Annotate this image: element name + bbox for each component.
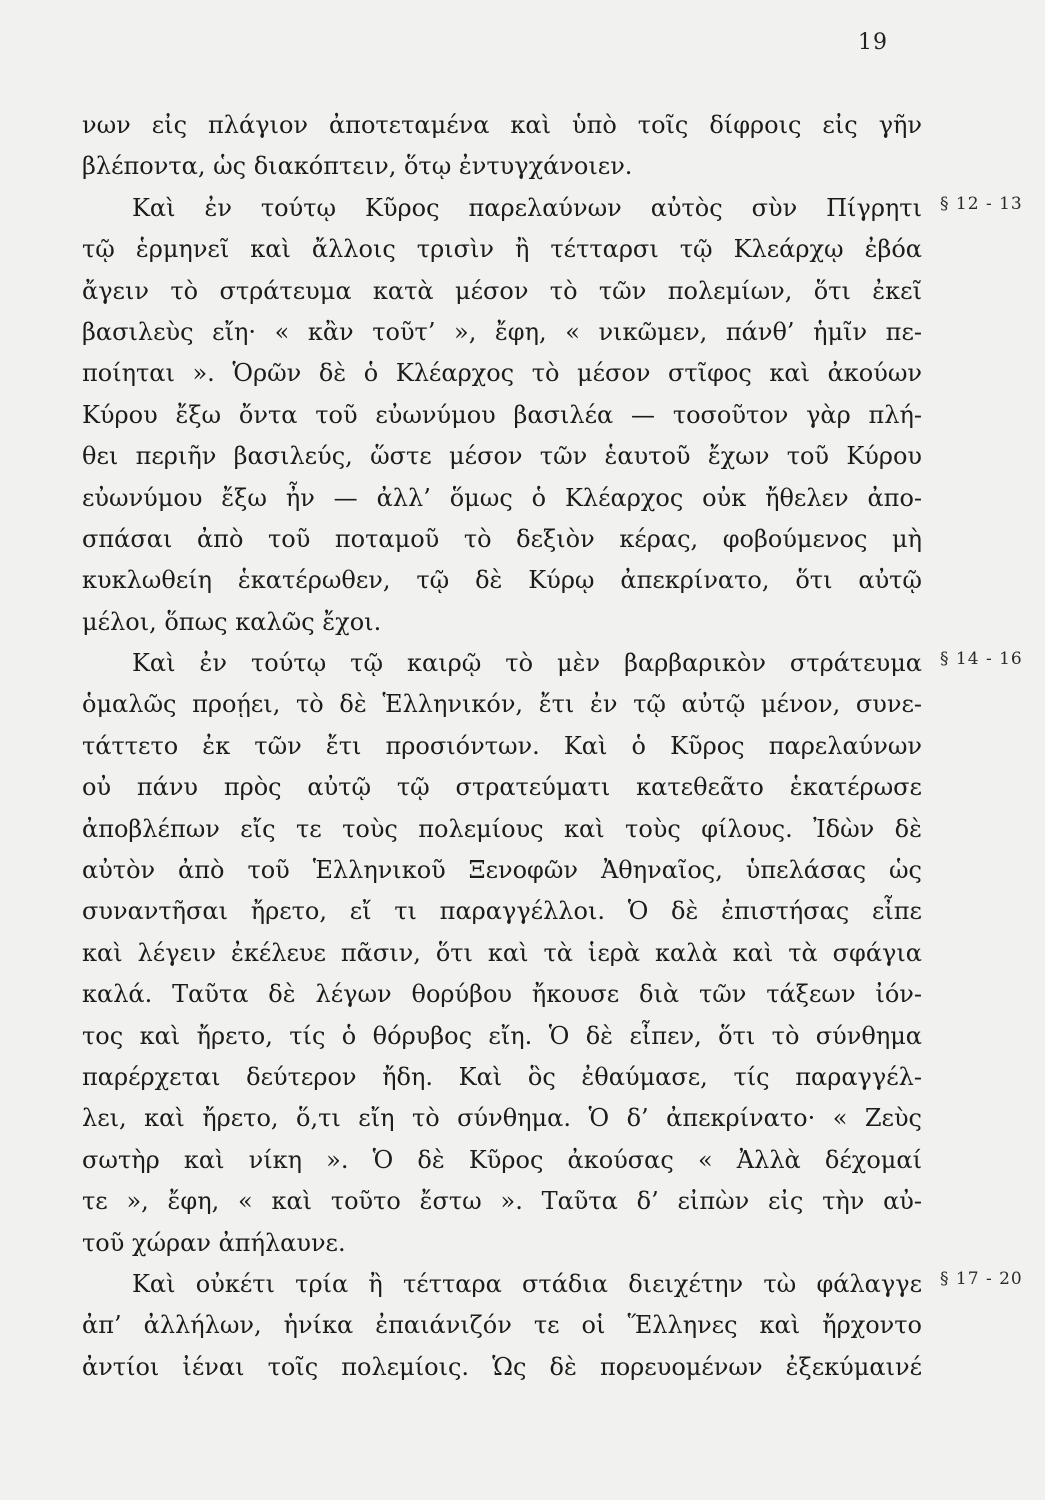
text-line: τοῦ χώραν ἀπήλαυνε.: [82, 1228, 346, 1257]
section-marker: § 12 - 13: [940, 194, 1023, 214]
text-line: ἄγειν τὸ στράτευμα κατὰ μέσον τὸ τῶν πολεμίων, ὅτι ἐκεῖ: [82, 276, 922, 305]
text-line: Κύρου ἔξω ὄντα τοῦ εὐωνύμου βασιλέα — τοσοῦτον γὰρ πλή-: [82, 400, 922, 429]
text-line: θει περιῆν βασιλεύς, ὥστε μέσον τῶν ἑαυτοῦ ἔχων τοῦ Κύρου: [82, 442, 922, 471]
text-line: Καὶ οὐκέτι τρία ἢ τέτταρα στάδια διειχέτην τὼ φάλαγγε: [132, 1269, 922, 1298]
text-line: βασιλεὺς εἴη· « κἂν τοῦτ’ », ἔφη, « νικῶμεν, πάνθ’ ἡμῖν πε-: [82, 317, 922, 346]
text-line: Καὶ ἐν τούτῳ Κῦρος παρελαύνων αὐτὸς σὺν Πίγρητι: [132, 193, 922, 222]
paragraph: [82, 643, 922, 1264]
text-line: τος καὶ ἤρετο, τίς ὁ θόρυβος εἴη. Ὁ δὲ εἶπεν, ὅτι τὸ σύνθημα: [82, 1021, 922, 1050]
text-line: καλά. Ταῦτα δὲ λέγων θορύβου ἤκουσε διὰ τῶν τάξεων ἰόν-: [82, 980, 922, 1009]
text-line: τε », ἔφη, « καὶ τοῦτο ἔστω ». Ταῦτα δ’ εἰπὼν εἰς τὴν αὐ-: [82, 1187, 922, 1216]
text-line: παρέρχεται δεύτερον ἤδη. Καὶ ὃς ἐθαύμασε, τίς παραγγέλ-: [82, 1062, 922, 1091]
text-line: ποίηται ». Ὁρῶν δὲ ὁ Κλέαρχος τὸ μέσον στῖφος καὶ ἀκούων: [82, 359, 922, 388]
text-line: ἀποβλέπων εἴς τε τοὺς πολεμίους καὶ τοὺς φίλους. Ἰδὼν δὲ: [82, 814, 922, 843]
text-line: νων εἰς πλάγιον ἀποτεταμένα καὶ ὑπὸ τοῖς δίφροις εἰς γῆν: [82, 111, 922, 139]
text-line: βλέποντα, ὡς διακόπτειν, ὅτῳ ἐντυγχάνοιεν.: [82, 152, 633, 181]
text-body: [82, 105, 922, 1388]
paragraph: [82, 1264, 922, 1388]
text-line: αὐτὸν ἀπὸ τοῦ Ἑλληνικοῦ Ξενοφῶν Ἀθηναῖος, ὑπελάσας ὡς: [82, 856, 922, 885]
section-marker: § 14 - 16: [940, 649, 1023, 669]
text-line: τάττετο ἐκ τῶν ἔτι προσιόντων. Καὶ ὁ Κῦρος παρελαύνων: [82, 731, 922, 760]
text-line: λει, καὶ ἤρετο, ὅ,τι εἴη τὸ σύνθημα. Ὁ δ’ ἀπεκρίνατο· « Ζεὺς: [82, 1104, 922, 1133]
text-line: ἀπ’ ἀλλήλων, ἡνίκα ἐπαιάνιζόν τε οἱ Ἕλληνες καὶ ἤρχοντο: [82, 1311, 922, 1340]
text-line: σωτὴρ καὶ νίκη ». Ὁ δὲ Κῦρος ἀκούσας « Ἀλλὰ δέχομαί: [82, 1145, 922, 1174]
text-line: μέλοι, ὅπως καλῶς ἔχοι.: [82, 607, 382, 636]
text-line: ὁμαλῶς προῄει, τὸ δὲ Ἑλληνικόν, ἔτι ἐν τῷ αὐτῷ μένον, συνε-: [82, 690, 922, 719]
text-line: καὶ λέγειν ἐκέλευε πᾶσιν, ὅτι καὶ τὰ ἱερὰ καλὰ καὶ τὰ σφάγια: [82, 938, 922, 967]
paragraph: [82, 188, 922, 643]
text-line: Καὶ ἐν τούτῳ τῷ καιρῷ τὸ μὲν βαρβαρικὸν στράτευμα: [132, 649, 922, 678]
text-line: σπάσαι ἀπὸ τοῦ ποταμοῦ τὸ δεξιὸν κέρας, φοβούμενος μὴ: [82, 524, 922, 553]
text-line: εὐωνύμου ἔξω ἦν — ἀλλ’ ὅμως ὁ Κλέαρχος οὐκ ἤθελεν ἀπο-: [82, 483, 922, 512]
text-line: συναντῆσαι ἤρετο, εἴ τι παραγγέλλοι. Ὁ δὲ ἐπιστήσας εἶπε: [82, 897, 922, 926]
text-line: τῷ ἑρμηνεῖ καὶ ἄλλοις τρισὶν ἢ τέτταρσι τῷ Κλεάρχῳ ἐβόα: [82, 235, 922, 264]
text-line: οὐ πάνυ πρὸς αὐτῷ τῷ στρατεύματι κατεθεᾶτο ἑκατέρωσε: [82, 773, 922, 802]
text-line: κυκλωθείη ἑκατέρωθεν, τῷ δὲ Κύρῳ ἀπεκρίνατο, ὅτι αὐτῷ: [82, 566, 922, 595]
page-number: 19: [858, 30, 888, 55]
paragraph: [82, 105, 922, 188]
text-line: ἀντίοι ἰέναι τοῖς πολεμίοις. Ὡς δὲ πορευομένων ἐξεκύμαινέ: [82, 1352, 922, 1381]
section-marker: § 17 - 20: [940, 1269, 1023, 1289]
